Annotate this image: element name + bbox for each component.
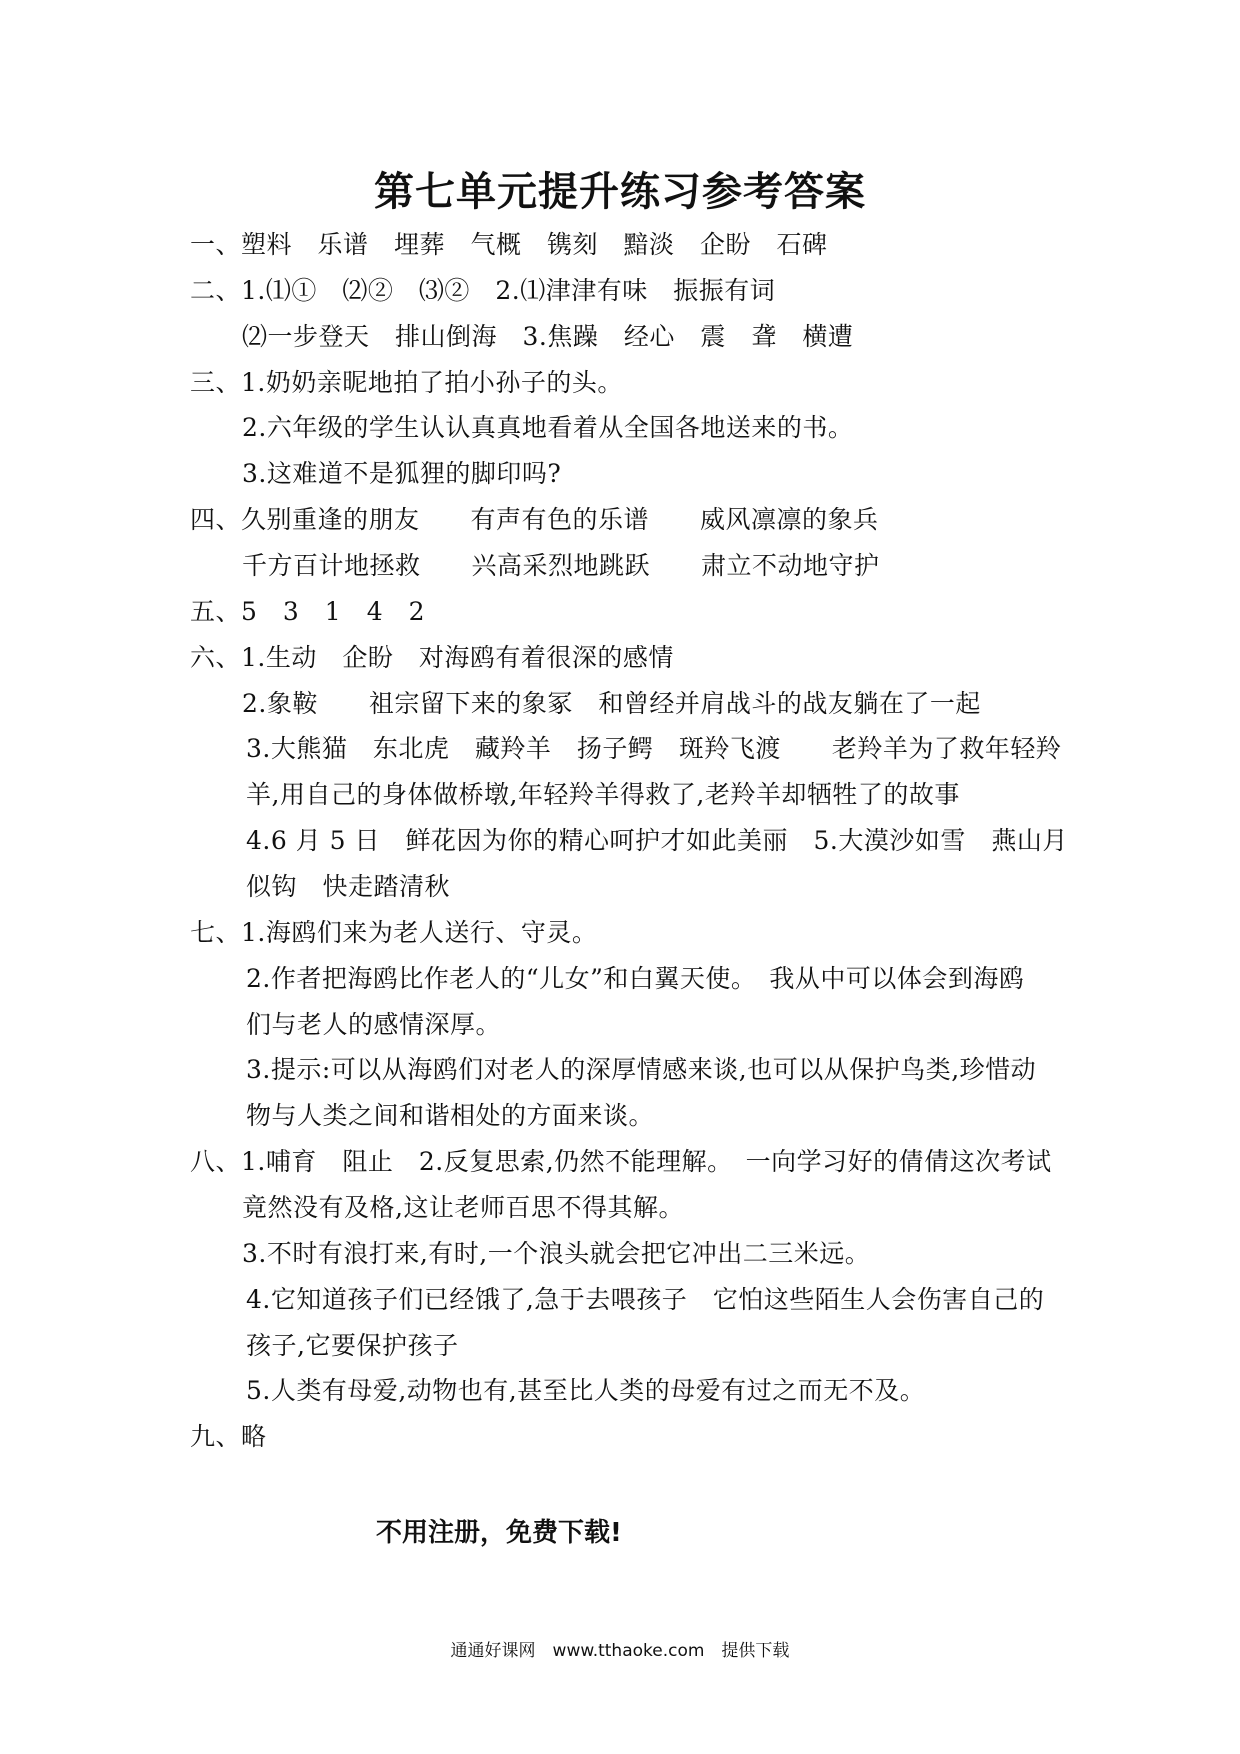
answer-section-6-item-4: 4.6 月 5 日 鲜花因为你的精心呵护才如此美丽 5.大漠沙如雪 燕山月	[246, 826, 1068, 855]
answer-section-7-item-3: 3.提示:可以从海鸥们对老人的深厚情感来谈,也可以从保护鸟类,珍惜动	[246, 1055, 1037, 1084]
answer-section-6-item-3: 3.大熊猫 东北虎 藏羚羊 扬子鳄 斑羚飞渡 老羚羊为了救年轻羚	[246, 734, 1062, 763]
answer-section-6-item-5-cont: 似钩 快走踏清秋	[246, 872, 451, 901]
answer-section-8-cont: 竟然没有及格,这让老师百思不得其解。	[242, 1193, 684, 1222]
download-note: 不用注册，免费下载!	[376, 1518, 622, 1548]
answer-section-6-item-2: 2.象鞍 祖宗留下来的象冢 和曾经并肩战斗的战友躺在了一起	[242, 689, 981, 718]
answer-section-1: 一、塑料 乐谱 埋葬 气概 镌刻 黯淡 企盼 石碑	[190, 230, 828, 259]
page-footer: 通通好课网 www.tthaoke.com 提供下载	[450, 1641, 790, 1661]
answer-section-7-item-3-cont: 物与人类之间和谐相处的方面来谈。	[246, 1101, 655, 1130]
answer-section-7-item-2: 2.作者把海鸥比作老人的“儿女”和白翼天使。 我从中可以体会到海鸥	[246, 964, 1025, 993]
answer-section-6-item-3-cont: 羊,用自己的身体做桥墩,年轻羚羊得救了,老羚羊却牺牲了的故事	[246, 780, 960, 809]
answer-section-8-item-3: 3.不时有浪打来,有时,一个浪头就会把它冲出二三米远。	[242, 1239, 871, 1268]
answer-section-4-cont: 千方百计地拯救 兴高采烈地跳跃 肃立不动地守护	[242, 551, 880, 580]
answer-section-7: 七、1.海鸥们来为老人送行、守灵。	[190, 918, 598, 947]
answer-section-3-item-3: 3.这难道不是狐狸的脚印吗?	[242, 459, 562, 488]
answer-section-9: 九、略	[190, 1422, 267, 1451]
page-title: 第七单元提升练习参考答案	[374, 169, 866, 215]
answer-section-8-item-4-cont: 孩子,它要保护孩子	[246, 1331, 459, 1360]
answer-section-3: 三、1.奶奶亲昵地拍了拍小孙子的头。	[190, 368, 623, 397]
answer-section-8: 八、1.哺育 阻止 2.反复思索,仍然不能理解。 一向学习好的倩倩这次考试	[190, 1147, 1052, 1176]
answer-section-3-item-2: 2.六年级的学生认认真真地看着从全国各地送来的书。	[242, 413, 854, 442]
answer-section-6: 六、1.生动 企盼 对海鸥有着很深的感情	[190, 643, 674, 672]
answer-section-4: 四、久别重逢的朋友 有声有色的乐谱 威风凛凛的象兵	[190, 505, 879, 534]
answer-section-2: 二、1.⑴① ⑵② ⑶② 2.⑴津津有味 振振有词	[190, 276, 776, 305]
answer-section-5: 五、5 3 1 4 2	[190, 597, 426, 626]
answer-section-2-cont: ⑵一步登天 排山倒海 3.焦躁 经心 震 聋 横遭	[242, 322, 854, 351]
answer-section-8-item-5: 5.人类有母爱,动物也有,甚至比人类的母爱有过之而无不及。	[246, 1376, 926, 1405]
answer-section-8-item-4: 4.它知道孩子们已经饿了,急于去喂孩子 它怕这些陌生人会伤害自己的	[246, 1285, 1045, 1314]
answer-section-7-item-2-cont: 们与老人的感情深厚。	[246, 1010, 502, 1039]
